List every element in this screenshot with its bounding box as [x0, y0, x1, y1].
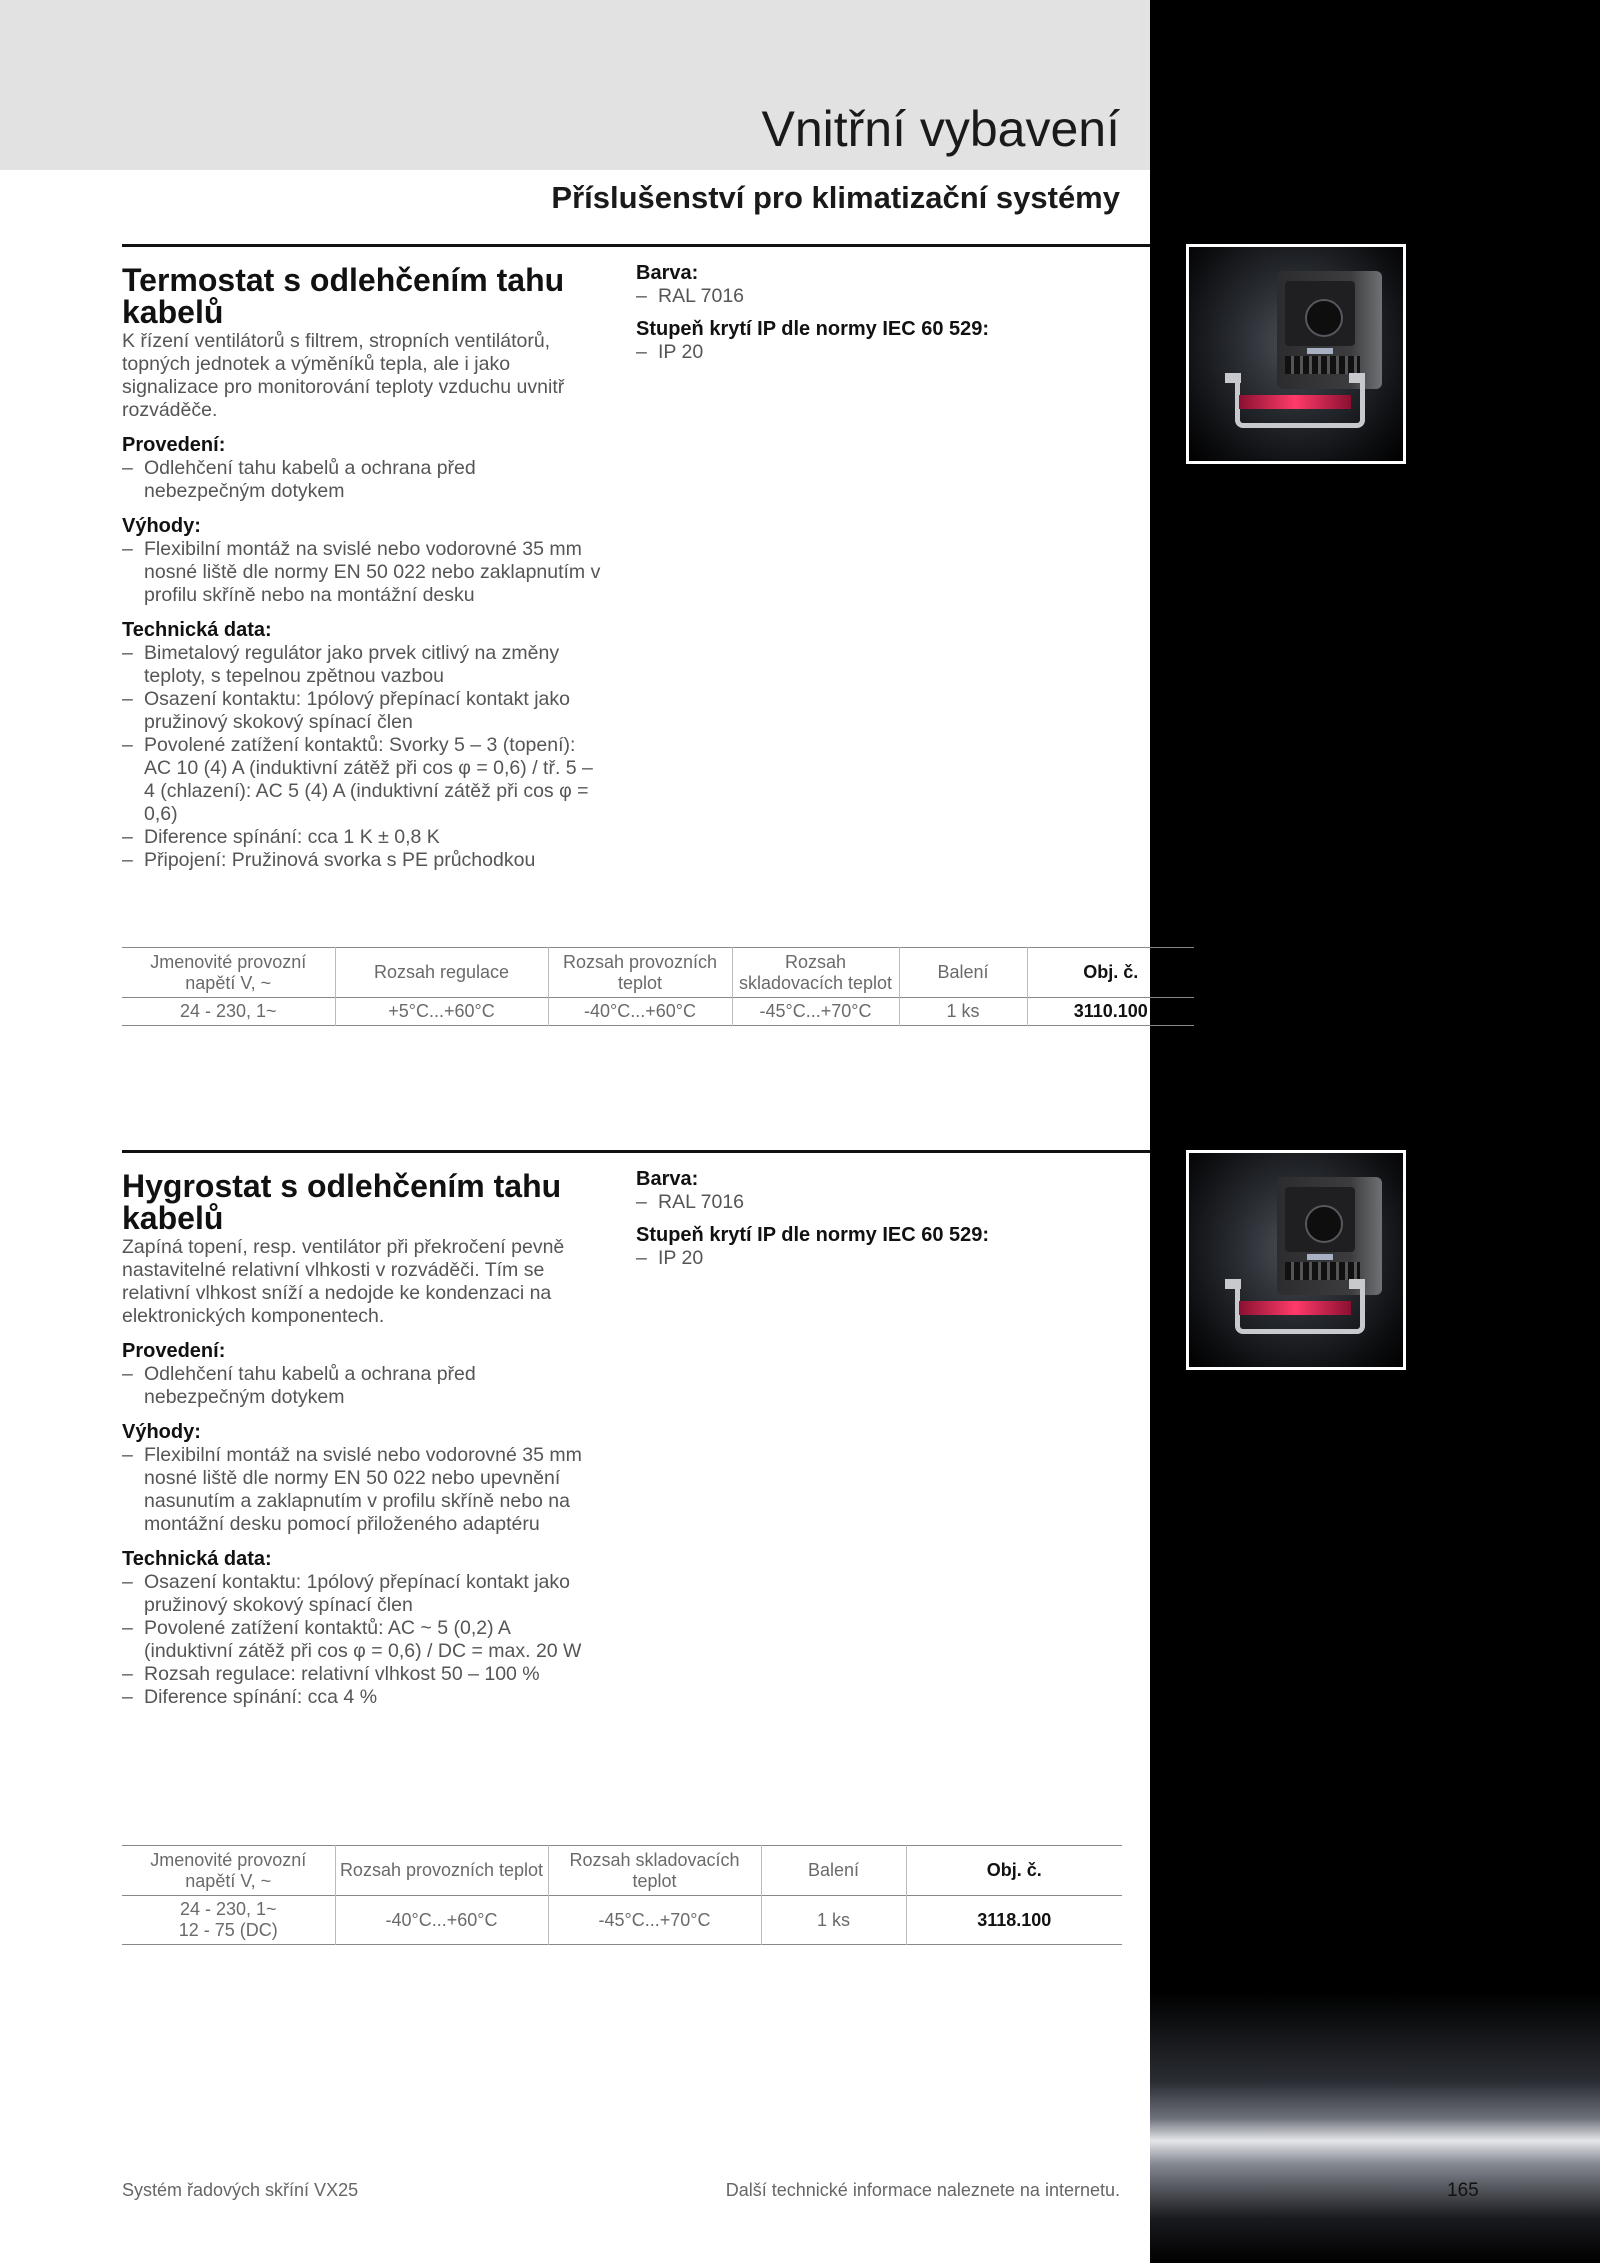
- table-row: [122, 998, 1194, 1026]
- device-shape: [1277, 271, 1382, 389]
- barva-heading: Barva:: [636, 1168, 699, 1190]
- column-header: Obj. č.: [906, 1846, 1122, 1896]
- barva-value: – RAL 7016: [636, 1191, 1056, 1214]
- column-header: Jmenovité provozní napětí V, ~: [150, 951, 307, 993]
- column-header: Obj. č.: [1027, 948, 1194, 998]
- table-cell: 24 - 230, 1~: [179, 1001, 277, 1021]
- order-number: 3118.100: [906, 1896, 1122, 1945]
- table-cell: 1 ks: [899, 998, 1027, 1026]
- table-cell: -40°C...+60°C: [548, 998, 732, 1026]
- ip-value: – IP 20: [636, 341, 1056, 364]
- ip-heading: Stupeň krytí IP dle normy IEC 60 529:: [636, 318, 990, 340]
- column-header: Jmenovité provozní napětí V, ~: [150, 1849, 307, 1891]
- product-intro: K řízení ventilátorů s filtrem, stropních ventilátorů, topných jednotek a výměníků tepla, ale i jako signalizace pro monitorování teploty vzduchu uvnitř rozváděče.: [122, 330, 565, 421]
- table-cell: 24 - 230, 1~ 12 - 75 (DC): [178, 1899, 278, 1940]
- list-item: – Bimetalový regulátor jako prvek citlivý na změny teploty, s tepelnou zpětnou vazbou: [122, 642, 602, 688]
- provedeni-heading: Provedení:: [122, 1340, 226, 1362]
- barva-heading: Barva:: [636, 262, 699, 284]
- tech-list: [122, 642, 602, 872]
- tech-list: [122, 1571, 602, 1709]
- list-item: – Diference spínání: cca 1 K ± 0,8 K: [122, 826, 602, 849]
- table-cell: 1 ks: [761, 1896, 906, 1945]
- tech-heading: Technická data:: [122, 1548, 272, 1570]
- table-cell: +5°C...+60°C: [335, 998, 548, 1026]
- provedeni-list: [122, 457, 602, 503]
- column-header: Rozsah skladovacích teplot: [732, 948, 899, 998]
- vyhody-list: [122, 538, 602, 607]
- list-item: – Diference spínání: cca 4 %: [122, 1686, 602, 1709]
- vyhody-list: [122, 1444, 602, 1536]
- provedeni-list: [122, 1363, 602, 1409]
- dial-knob: [1305, 1205, 1343, 1243]
- table-row: [122, 1896, 1122, 1945]
- list-item: – Povolené zatížení kontaktů: Svorky 5 – 3 (topení): AC 10 (4) A (induktivní zátěž při cos φ = 0,6) / tř. 5 – 4 (chlazení): AC 5 (4) A (induktivní zátěž při cos φ = 0,6): [122, 734, 602, 826]
- barva-value: – RAL 7016: [636, 285, 1056, 308]
- dial-knob: [1305, 299, 1343, 337]
- list-item: – Osazení kontaktu: 1pólový přepínací kontakt jako pružinový skokový spínací člen: [122, 1571, 602, 1617]
- section-divider: [122, 1150, 1150, 1153]
- column-header: Rozsah regulace: [335, 948, 548, 998]
- column-header: Balení: [899, 948, 1027, 998]
- footer-left: Systém řadových skříní VX25: [122, 2180, 359, 2200]
- list-item: – Flexibilní montáž na svislé nebo vodorovné 35 mm nosné liště dle normy EN 50 022 nebo zaklapnutím v profilu skříně nebo na montážní desku: [122, 538, 602, 607]
- list-item: – Odlehčení tahu kabelů a ochrana před nebezpečným dotykem: [122, 1363, 602, 1409]
- product-properties: [636, 1168, 1056, 1280]
- order-number: 3110.100: [1027, 998, 1194, 1026]
- table-cell: -40°C...+60°C: [335, 1896, 548, 1945]
- product-thermostat: [122, 264, 602, 884]
- column-header: Balení: [761, 1846, 906, 1896]
- product-properties: [636, 262, 1056, 374]
- table-cell: -45°C...+70°C: [732, 998, 899, 1026]
- ip-heading: Stupeň krytí IP dle normy IEC 60 529:: [636, 1224, 990, 1246]
- vyhody-heading: Výhody:: [122, 1421, 201, 1443]
- footer-center: Další technické informace naleznete na internetu.: [725, 2180, 1120, 2200]
- spec-table-thermostat: [122, 947, 1194, 1026]
- product-image-hygrostat: [1186, 1150, 1406, 1370]
- list-item: – Flexibilní montáž na svislé nebo vodorovné 35 mm nosné liště dle normy EN 50 022 nebo upevnění nasunutím a zaklapnutím v profilu skříně nebo na montážní desku pomocí přiloženého adaptéru: [122, 1444, 602, 1536]
- section-title: Příslušenství pro klimatizační systémy: [551, 180, 1120, 215]
- table-cell: -45°C...+70°C: [548, 1896, 761, 1945]
- product-hygrostat: [122, 1170, 602, 1721]
- column-header: Rozsah skladovacích teplot: [548, 1846, 761, 1896]
- vyhody-heading: Výhody:: [122, 515, 201, 537]
- list-item: – Povolené zatížení kontaktů: AC ~ 5 (0,2) A (induktivní zátěž při cos φ = 0,6) / DC = max. 20 W: [122, 1617, 602, 1663]
- page-title: Vnitřní vybavení: [761, 101, 1120, 157]
- table-header-row: [122, 1846, 1122, 1896]
- product-image-thermostat: [1186, 244, 1406, 464]
- provedeni-heading: Provedení:: [122, 434, 226, 456]
- tech-heading: Technická data:: [122, 619, 272, 641]
- product-intro: Zapíná topení, resp. ventilátor při překročení pevně nastavitelné relativní vlhkosti v rozváděči. Tím se relativní vlhkost sníží a nedojde ke kondenzaci na elektronických komponentech.: [122, 1236, 565, 1327]
- list-item: – Rozsah regulace: relativní vlhkost 50 – 100 %: [122, 1663, 602, 1686]
- product-title: Termostat s odlehčením tahu kabelů: [122, 262, 565, 330]
- product-title: Hygrostat s odlehčením tahu kabelů: [122, 1168, 562, 1236]
- column-header: Rozsah provozních teplot: [335, 1846, 548, 1896]
- column-header: Rozsah provozních teplot: [548, 948, 732, 998]
- table-header-row: [122, 948, 1194, 998]
- device-shape: [1277, 1177, 1382, 1295]
- ip-value: – IP 20: [636, 1247, 1056, 1270]
- page-number: 165: [1447, 2180, 1479, 2201]
- spec-table-hygrostat: [122, 1845, 1122, 1945]
- list-item: – Připojení: Pružinová svorka s PE průchodkou: [122, 849, 602, 872]
- section-divider: [122, 244, 1150, 247]
- list-item: – Osazení kontaktu: 1pólový přepínací kontakt jako pružinový skokový spínací člen: [122, 688, 602, 734]
- list-item: – Odlehčení tahu kabelů a ochrana před nebezpečným dotykem: [122, 457, 602, 503]
